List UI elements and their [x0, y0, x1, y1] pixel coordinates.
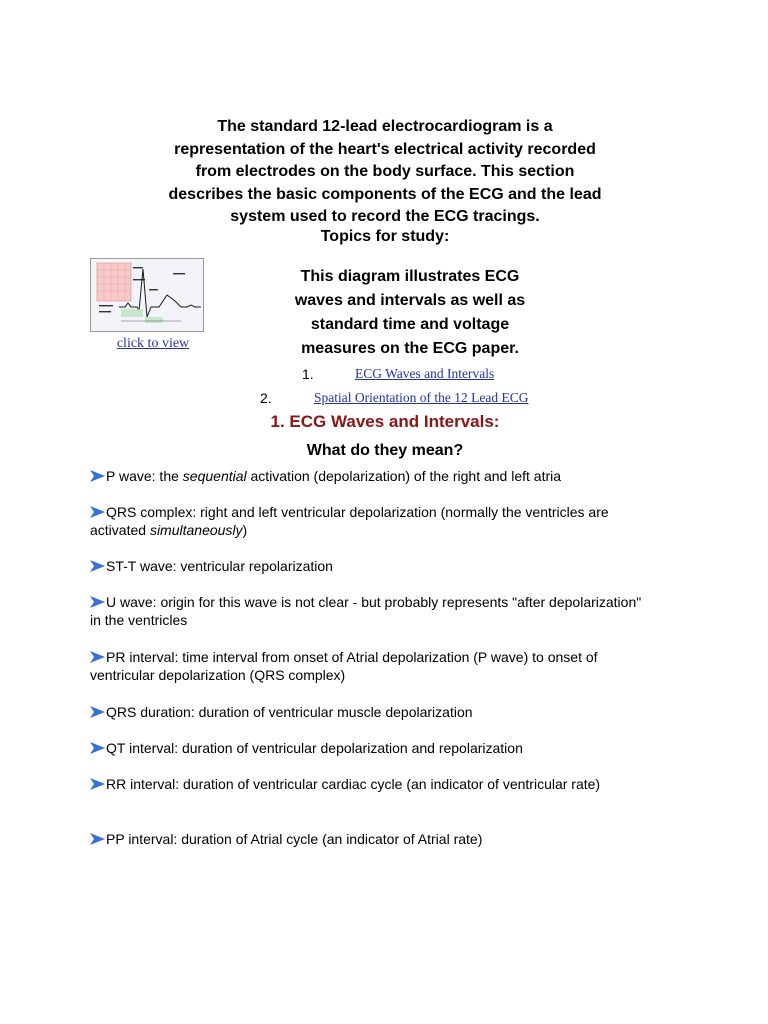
definition-text: P wave: the — [106, 468, 183, 484]
definition-item — [90, 503, 650, 539]
section-title: 1. ECG Waves and Intervals: — [270, 412, 500, 431]
definition-emphasis: simultaneously — [149, 522, 243, 538]
arrow-bullet-icon — [90, 833, 105, 845]
arrow-bullet-icon — [90, 560, 105, 572]
definition-emphasis: sequential — [182, 468, 247, 484]
topic-link-spatial-orientation[interactable]: Spatial Orientation of the 12 Lead ECG — [314, 390, 529, 405]
topic-link-ecg-waves[interactable]: ECG Waves and Intervals — [355, 366, 495, 381]
definition-item — [90, 775, 650, 793]
definition-text: U wave: origin for this wave is not clear - but probably represents "after depolarization" in the ventricles — [90, 594, 642, 628]
definition-text: ST-T wave: ventricular repolarization — [106, 558, 333, 574]
definition-text: PP interval: duration of Atrial cycle (an indicator of Atrial rate) — [106, 831, 483, 847]
diagram-caption: This diagram illustrates ECG waves and intervals as well as standard time and voltage measures on the ECG paper. — [294, 268, 526, 357]
ecg-diagram-thumbnail-icon[interactable] — [90, 258, 204, 332]
arrow-bullet-icon — [90, 506, 105, 518]
definition-item — [90, 593, 650, 629]
definition-item — [90, 557, 650, 575]
definition-text: RR interval: duration of ventricular cardiac cycle (an indicator of ventricular rate) — [106, 776, 601, 792]
arrow-bullet-icon — [90, 706, 105, 718]
intro-paragraph: The standard 12-lead electrocardiogram is a representation of the heart's electrical activity recorded from electrodes on the body surface. This section describes the basic components of the ECG and the lead system used to record the ECG tracings. — [168, 118, 602, 225]
arrow-bullet-icon — [90, 596, 105, 608]
definition-text: ) — [242, 522, 248, 538]
definition-item — [90, 703, 650, 721]
topic-number: 2. — [260, 390, 272, 406]
section-subtitle: What do they mean? — [306, 442, 464, 459]
definition-text: activation (depolarization) of the right and left atria — [246, 468, 562, 484]
definition-item — [90, 648, 650, 684]
definition-text: QRS complex: right and left ventricular depolarization (normally the ventricles are activated — [90, 504, 609, 538]
topics-heading: Topics for study: — [320, 228, 450, 245]
definition-text: QRS duration: duration of ventricular muscle depolarization — [106, 704, 473, 720]
diagram-thumbnail-block — [90, 258, 204, 352]
arrow-bullet-icon — [90, 742, 105, 754]
arrow-bullet-icon — [90, 470, 105, 482]
definition-item — [90, 830, 650, 848]
definition-item — [90, 467, 650, 485]
definition-item — [90, 739, 650, 757]
arrow-bullet-icon — [90, 778, 105, 790]
click-to-view-link[interactable]: click to view — [116, 336, 190, 351]
definition-text: QT interval: duration of ventricular depolarization and repolarization — [106, 740, 523, 756]
topic-number: 1. — [302, 366, 314, 382]
definition-text: PR interval: time interval from onset of Atrial depolarization (P wave) to onset of ventricular depolarization (QRS complex) — [90, 649, 598, 683]
arrow-bullet-icon — [90, 651, 105, 663]
